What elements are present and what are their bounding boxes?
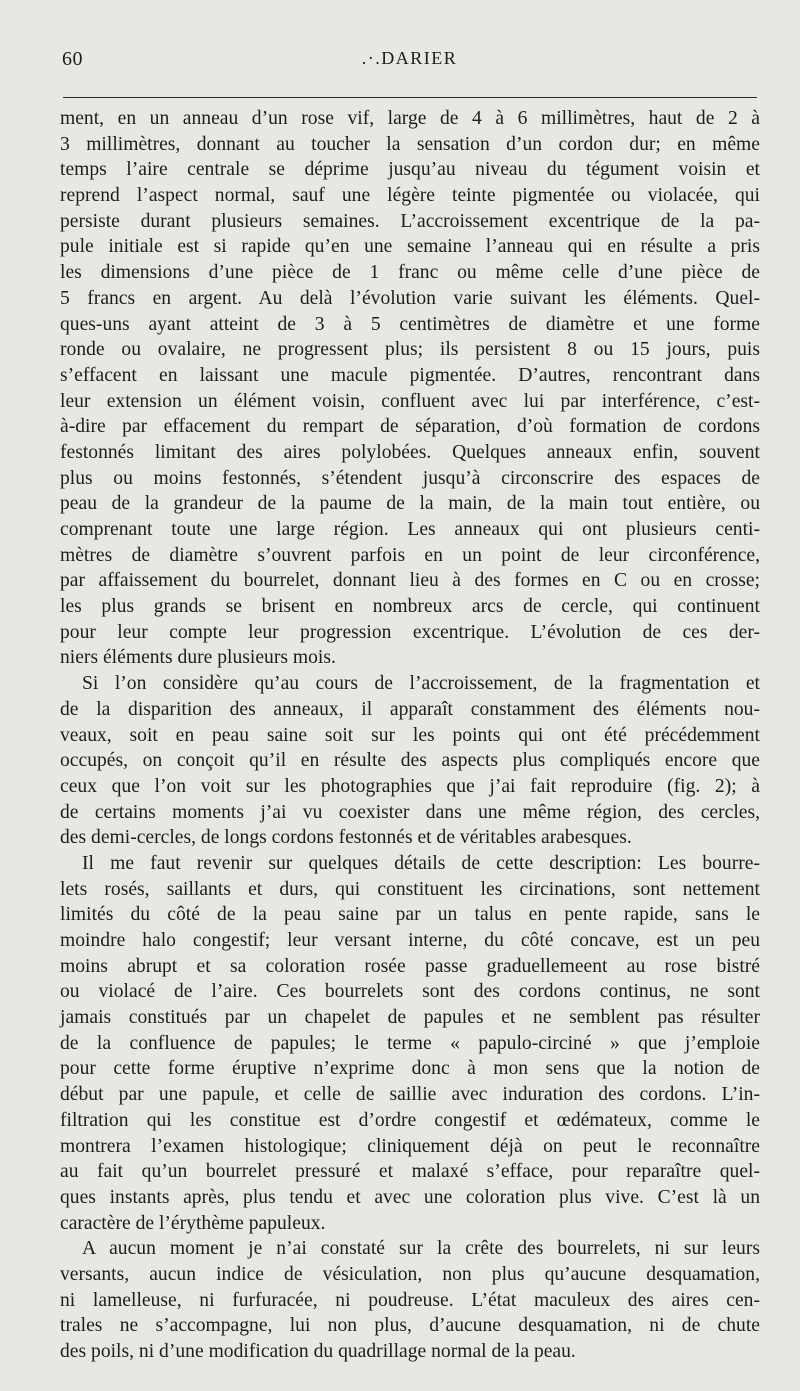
text-line: les dimensions d’une pièce de 1 franc ou même celle d’une pièce de [60, 262, 760, 284]
text-line: Il me faut revenir sur quelques détails de cette description: Les bourre- [82, 852, 760, 874]
text-line: festonnés limitant des aires polylobées. Quelques anneaux enfin, souvent [60, 441, 760, 463]
text-line: ni lamelleuse, ni furfuracée, ni poudreuse. L’état maculeux des aires cen- [60, 1289, 760, 1311]
text-line: montrera l’examen histologique; cliniquement déjà on peut le reconnaître [60, 1135, 760, 1157]
text-line: comprenant toute une large région. Les anneaux qui ont plusieurs centi- [60, 519, 760, 540]
text-line: versants, aucun indice de vésiculation, non plus qu’aucune desquamation, [60, 1263, 760, 1285]
text-line: A aucun moment je n’ai constaté sur la crête des bourrelets, ni sur leurs [82, 1238, 760, 1260]
text-line: par affaissement du bourrelet, donnant lieu à des formes en C ou en crosse; [60, 570, 760, 592]
text-line: plus ou moins festonnés, s’étendent jusqu’à circonscrire des espaces de [60, 467, 760, 489]
text-line: pour cette forme éruptive n’exprime donc à mon sens que la notion de [60, 1058, 760, 1080]
running-head-title: .·.DARIER [361, 48, 458, 68]
text-line: caractère de l’érythème papuleux. [60, 1212, 326, 1234]
text-line: s’effacent en laissant une macule pigmentée. D’autres, rencontrant dans [60, 364, 760, 386]
text-line: des demi-cercles, de longs cordons festonnés et de véritables arabesques. [60, 827, 632, 849]
text-line: leur extension un élément voisin, confluent avec lui par interférence, c’est- [60, 390, 760, 412]
text-line: lets rosés, saillants et durs, qui constituent les circinations, sont nettement [60, 878, 760, 900]
running-head [62, 48, 757, 78]
header-rule [63, 97, 757, 98]
text-line: niers éléments dure plusieurs mois. [60, 647, 336, 669]
text-line: ques instants après, plus tendu et avec une coloration plus vive. C’est là un [60, 1186, 760, 1208]
text-line: au fait qu’un bourrelet pressuré et malaxé s’efface, pour reparaître quel- [60, 1161, 760, 1183]
text-line: mètres de diamètre s’ouvrent parfois en un point de leur circonférence, [60, 544, 760, 566]
page-number: 60 [62, 48, 83, 70]
text-line: limités du côté de la peau saine par un talus en pente rapide, sans le [60, 904, 760, 926]
text-line: 3 millimètres, donnant au toucher la sensation d’un cordon dur; en même [60, 133, 760, 155]
text-line: de la confluence de papules; le terme « papulo-circiné » que j’emploie [60, 1032, 760, 1054]
body-text [60, 106, 760, 1365]
text-line: 5 francs en argent. Au delà l’évolution varie suivant les éléments. Quel- [60, 287, 760, 309]
text-line: Si l’on considère qu’au cours de l’accroissement, de la fragmentation et [82, 673, 760, 695]
text-line: veaux, soit en peau saine soit sur les points qui ont été précédemment [60, 724, 760, 746]
text-line: occupés, on conçoit qu’il en résulte des aspects plus compliqués encore que [60, 750, 760, 772]
text-line: reprend l’aspect normal, sauf une légère teinte pigmentée ou violacée, qui [60, 185, 760, 207]
text-line: début par une papule, et celle de saillie avec induration des cordons. L’in- [60, 1084, 760, 1106]
text-line: ceux que l’on voit sur les photographies que j’ai fait reproduire (fig. 2); à [60, 775, 760, 797]
text-line: peau de la grandeur de la paume de la main, de la main tout entière, ou [60, 493, 760, 515]
text-line: ment, en un anneau d’un rose vif, large de 4 à 6 millimètres, haut de 2 à [60, 108, 760, 129]
text-line: les plus grands se brisent en nombreux arcs de cercle, qui continuent [60, 596, 760, 618]
text-line: ronde ou ovalaire, ne progressent plus; ils persistent 8 ou 15 jours, puis [60, 339, 760, 361]
text-line: moindre halo congestif; leur versant interne, du côté concave, est un peu [60, 930, 760, 951]
text-line: filtration qui les constitue est d’ordre congestif et œdémateux, comme le [60, 1109, 760, 1131]
text-line: ou violacé de l’aire. Ces bourrelets sont des cordons continus, ne sont [60, 981, 760, 1003]
text-line: pour leur compte leur progression excentrique. L’évolution de ces der- [60, 621, 760, 643]
text-line: persiste durant plusieurs semaines. L’accroissement excentrique de la pa- [60, 210, 760, 232]
text-line: trales ne s’accompagne, lui non plus, d’aucune desquamation, ni de chute [60, 1315, 760, 1337]
text-line: de la disparition des anneaux, il apparaît constamment des éléments nou- [60, 698, 760, 720]
text-line: pule initiale est si rapide qu’en une semaine l’anneau qui en résulte a pris [60, 236, 760, 258]
text-line: des poils, ni d’une modification du quadrillage normal de la peau. [60, 1341, 576, 1362]
text-line: à-dire par effacement du rempart de séparation, d’où formation de cordons [60, 416, 760, 438]
text-line: de certains moments j’ai vu coexister dans une même région, des cercles, [60, 801, 760, 823]
text-line: temps l’aire centrale se déprime jusqu’au niveau du tégument voisin et [60, 159, 760, 181]
text-line: ques-uns ayant atteint de 3 à 5 centimètres de diamètre et une forme [60, 313, 760, 335]
text-line: moins abrupt et sa coloration rosée passe graduellemeent au rose bistré [60, 955, 760, 977]
text-line: jamais constitués par un chapelet de papules et ne semblent pas résulter [60, 1007, 760, 1029]
